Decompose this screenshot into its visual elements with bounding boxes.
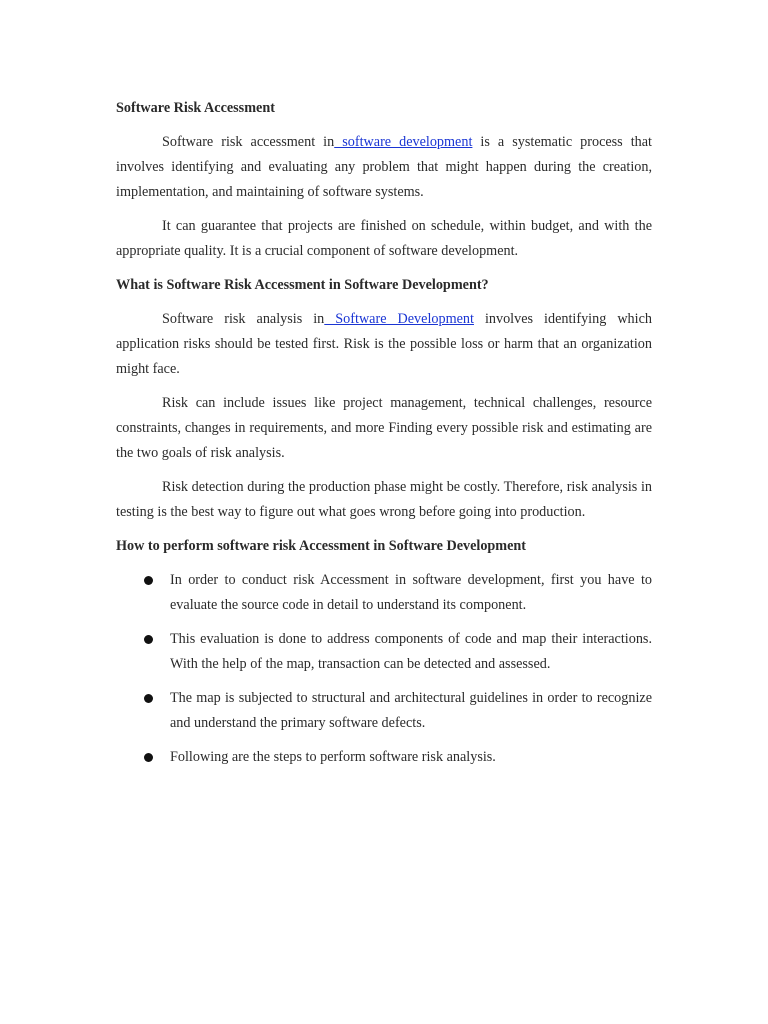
section1-paragraph-1 [116, 307, 652, 382]
section1-p1-text-after: involves identifying which application risks should be tested first. Risk is the possible loss or harm that an organization might face. [116, 311, 652, 377]
intro-paragraph-1 [116, 130, 652, 205]
intro-p1-text-after: is a systematic process that involves identifying and evaluating any problem that might happen during the creation, implementation, and maintaining of software systems. [116, 134, 653, 200]
list-item-text: In order to conduct risk Accessment in software development, first you have to evaluate the source code in detail to understand its component. [170, 572, 652, 613]
section1-p1-text-before: Software risk analysis in [162, 311, 325, 327]
list-item [116, 568, 652, 618]
document-page [116, 96, 652, 779]
list-item-text: This evaluation is done to address components of code and map their interactions. With the help of the map, transaction can be detected and assessed. [170, 631, 652, 672]
section1-paragraph-2: Risk can include issues like project management, technical challenges, resource constraints, changes in requirements, and more Finding every possible risk and estimating are the two goals of risk analysis. [116, 395, 652, 461]
bullet-dot-icon [144, 753, 153, 762]
bullet-dot-icon [144, 694, 153, 703]
section2-heading: How to perform software risk Accessment in Software Development [116, 538, 527, 554]
software-development-link-2[interactable]: Software Development [324, 311, 474, 327]
list-item [116, 627, 652, 677]
bullet-dot-icon [144, 576, 153, 585]
list-item [116, 686, 652, 736]
intro-p1-text-before: Software risk accessment in [162, 134, 335, 150]
list-item-text: Following are the steps to perform software risk analysis. [170, 749, 496, 765]
list-item-text: The map is subjected to structural and architectural guidelines in order to recognize and understand the primary software defects. [170, 690, 652, 731]
section1-paragraph-3: Risk detection during the production phase might be costly. Therefore, risk analysis in testing is the best way to figure out what goes wrong before going into production. [116, 479, 652, 520]
list-item [116, 745, 652, 770]
steps-bullet-list [116, 568, 652, 770]
software-development-link[interactable]: software development [334, 134, 473, 150]
section1-heading: What is Software Risk Accessment in Software Development? [116, 277, 489, 293]
intro-paragraph-2: It can guarantee that projects are finished on schedule, within budget, and with the appropriate quality. It is a crucial component of software development. [116, 218, 652, 259]
document-title: Software Risk Accessment [116, 100, 275, 116]
bullet-dot-icon [144, 635, 153, 644]
